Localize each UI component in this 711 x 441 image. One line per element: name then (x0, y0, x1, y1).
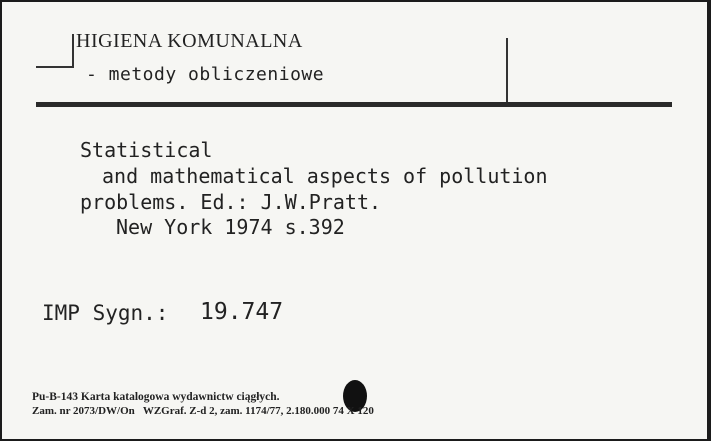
header-left-tick (72, 34, 74, 68)
header-right-divider (506, 38, 508, 104)
subject-heading: HIGIENA KOMUNALNA (76, 30, 303, 52)
signature-prefix: IMP Sygn.: (42, 301, 169, 325)
catalog-card (2, 2, 707, 439)
subject-subheading: - metody obliczeniowe (86, 64, 325, 85)
entry-line-4: New York 1974 s.392 (116, 215, 345, 239)
header-rule (36, 102, 672, 107)
signature-number: 19.747 (200, 299, 284, 325)
footer-line-1: Pu-B-143 Karta katalogowa wydawnictw ciągłych. (32, 391, 280, 403)
entry-line-3: problems. Ed.: J.W.Pratt. (80, 190, 382, 214)
entry-line-2: and mathematical aspects of pollution (102, 164, 548, 188)
header-left-dash (36, 66, 74, 68)
entry-line-1: Statistical (80, 138, 213, 162)
footer-line-2: Zam. nr 2073/DW/On WZGraf. Z-d 2, zam. 1174/77, 2.180.000 74 X 120 (32, 405, 374, 417)
